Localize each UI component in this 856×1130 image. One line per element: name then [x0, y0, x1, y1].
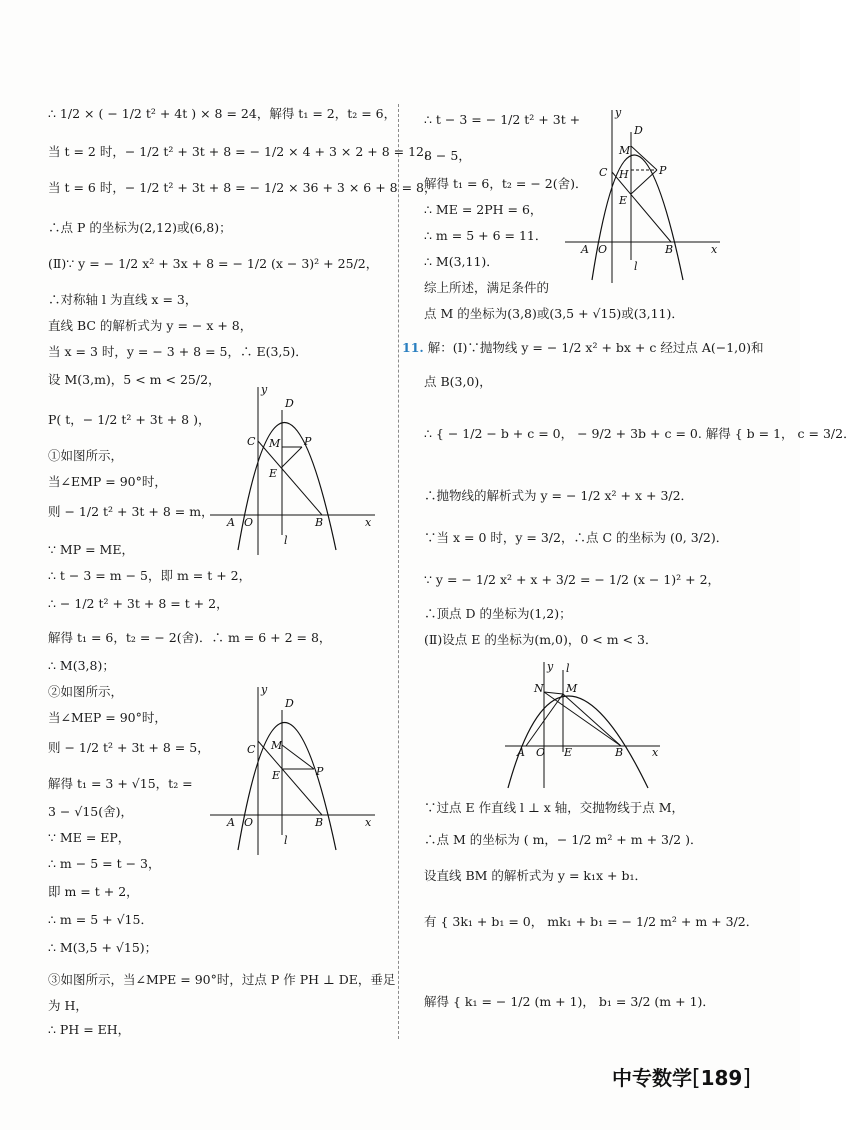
text-line: ∴ PH = EH， — [48, 1022, 131, 1037]
fig-label: A — [227, 816, 235, 829]
text-line: 当 t = 6 时，− 1/2 t² + 3t + 8 = − 1/2 × 36 + 3 × 6 + 8 = 8， — [48, 180, 437, 195]
text-line: 设直线 BM 的解析式为 y = k₁x + b₁． — [424, 868, 647, 883]
text-line: ∴点 P 的坐标为(2,12)或(6,8)； — [48, 220, 232, 235]
text-line: ∴ m = 5 + 6 = 11． — [424, 228, 548, 243]
text-line: 即 m = t + 2， — [48, 884, 139, 899]
book-title: 中专数学 — [612, 1066, 692, 1090]
fig-label: P — [659, 164, 667, 177]
text-line: 当 x = 3 时，y = − 3 + 8 = 5，∴ E(3,5)． — [48, 344, 308, 359]
parabola-figure-2 — [210, 685, 380, 860]
text-line: ∵ y = − 1/2 x² + x + 3/2 = − 1/2 (x − 1)² + 2， — [424, 572, 721, 587]
text-line: ∴ t − 3 = m − 5，即 m = t + 2， — [48, 568, 252, 583]
question-number: 11. — [402, 340, 424, 355]
text-line: 则 − 1/2 t² + 3t + 8 = 5， — [48, 740, 210, 755]
fig-label: x — [652, 746, 659, 759]
text-line: 当∠EMP = 90°时， — [48, 474, 167, 489]
fig-label: y — [547, 660, 554, 673]
text-line: ∴顶点 D 的坐标为(1,2)； — [424, 606, 572, 621]
text-line: ∴ m = 5 + √15． — [48, 912, 153, 927]
text-line: ①如图所示， — [48, 448, 124, 463]
text-line: ∴ M(3,11)． — [424, 254, 499, 269]
text-line: 为 H， — [48, 998, 88, 1013]
text-line: ∴点 M 的坐标为 ( m，− 1/2 m² + m + 3/2 )． — [424, 832, 703, 847]
text-line: ∴ 1/2 × ( − 1/2 t² + 4t ) × 8 = 24，解得 t₁ = 2，t₂ = 6， — [48, 106, 397, 121]
column-divider — [398, 104, 399, 1039]
fig-label: y — [261, 683, 268, 696]
fig-label: O — [536, 746, 546, 759]
fig-label: A — [517, 746, 525, 759]
page-bracket-close: ] — [742, 1066, 751, 1091]
fig-label: E — [272, 769, 281, 782]
text-line: ∴ M(3,8)； — [48, 658, 115, 673]
fig-label: C — [247, 743, 256, 756]
fig-label: D — [285, 397, 294, 410]
text-line: 解：(Ⅰ)∵抛物线 y = − 1/2 x² + bx + c 经过点 A(−1,0)和 — [427, 340, 764, 355]
fig-label: E — [269, 467, 278, 480]
text-line: ∵当 x = 0 时，y = 3/2，∴点 C 的坐标为 (0, 3/2)． — [424, 530, 729, 545]
text-line: P( t，− 1/2 t² + 3t + 8 )， — [48, 412, 211, 427]
fig-label: P — [304, 435, 312, 448]
fig-label: l — [634, 260, 638, 273]
page-footer — [612, 1062, 751, 1091]
fig-label: C — [599, 166, 608, 179]
fig-label: H — [619, 168, 629, 181]
question-11-line — [402, 340, 763, 356]
text-line: 8 − 5， — [424, 148, 471, 163]
text-line: 解得 t₁ = 6，t₂ = − 2(舍)． — [424, 176, 588, 191]
text-line: ∵ ME = EP， — [48, 830, 131, 845]
fig-label: A — [227, 516, 235, 529]
fig-label: O — [244, 816, 254, 829]
text-line: ∴ { − 1/2 − b + c = 0， − 9/2 + 3b + c = 0. 解得 { b = 1， c = 3/2． — [424, 426, 856, 441]
fig-label: C — [247, 435, 256, 448]
fig-label: y — [615, 106, 622, 119]
text-line: 解得 { k₁ = − 1/2 (m + 1)， b₁ = 3/2 (m + 1)． — [424, 994, 715, 1009]
text-line: ∵过点 E 作直线 l ⊥ x 轴，交抛物线于点 M， — [424, 800, 685, 815]
fig-label: l — [284, 534, 288, 547]
text-line: ∴ m − 5 = t − 3， — [48, 856, 161, 871]
text-line: ②如图所示， — [48, 684, 124, 699]
text-line: 3 − √15(舍)， — [48, 804, 133, 819]
text-line: 则 − 1/2 t² + 3t + 8 = m， — [48, 504, 214, 519]
fig-label: x — [365, 516, 372, 529]
fig-label: D — [634, 124, 643, 137]
page-number: 189 — [700, 1066, 743, 1090]
fig-label: B — [315, 516, 324, 529]
fig-label: E — [619, 194, 628, 207]
fig-label: P — [316, 765, 324, 778]
text-line: ∴ M(3,5 + √15)； — [48, 940, 158, 955]
text-line: ∴ t − 3 = − 1/2 t² + 3t + — [424, 112, 581, 127]
text-line: ∴ ME = 2PH = 6， — [424, 202, 543, 217]
fig-label: x — [711, 243, 718, 256]
text-line: 点 M 的坐标为(3,8)或(3,5 + √15)或(3,11)． — [424, 306, 684, 321]
text-line: 设 M(3,m)，5 < m < 25/2， — [48, 372, 221, 387]
parabola-figure-4 — [500, 660, 665, 795]
text-line: ∴ − 1/2 t² + 3t + 8 = t + 2， — [48, 596, 229, 611]
fig-label: O — [598, 243, 608, 256]
fig-label: M — [566, 682, 578, 695]
text-line: (Ⅱ)设点 E 的坐标为(m,0)，0 < m < 3． — [424, 632, 658, 647]
fig-label: l — [566, 662, 570, 675]
fig-label: B — [615, 746, 624, 759]
text-line: 解得 t₁ = 6，t₂ = − 2(舍)．∴ m = 6 + 2 = 8， — [48, 630, 332, 645]
text-line: 综上所述，满足条件的 — [424, 280, 550, 295]
text-line: 有 { 3k₁ + b₁ = 0， mk₁ + b₁ = − 1/2 m² + m + 3/2． — [424, 914, 759, 929]
text-line: ③如图所示，当∠MPE = 90°时，过点 P 作 PH ⊥ DE，垂足 — [48, 972, 396, 987]
text-line: ∴抛物线的解析式为 y = − 1/2 x² + x + 3/2． — [424, 488, 694, 503]
fig-label: M — [619, 144, 631, 157]
page-bracket-open: [ — [692, 1066, 701, 1091]
fig-label: D — [285, 697, 294, 710]
fig-label: E — [564, 746, 573, 759]
fig-label: M — [269, 437, 281, 450]
parabola-figure-3 — [565, 108, 725, 288]
fig-label: M — [271, 739, 283, 752]
text-line: 直线 BC 的解析式为 y = − x + 8， — [48, 318, 253, 333]
fig-label: N — [534, 682, 544, 695]
parabola-figure-1 — [210, 385, 380, 560]
text-line: 点 B(3,0)， — [424, 374, 492, 389]
fig-label: B — [665, 243, 674, 256]
fig-label: B — [315, 816, 324, 829]
text-line: 当 t = 2 时，− 1/2 t² + 3t + 8 = − 1/2 × 4 + 3 × 2 + 8 = 12， — [48, 144, 437, 159]
fig-label: y — [261, 383, 268, 396]
fig-label: x — [365, 816, 372, 829]
fig-label: O — [244, 516, 254, 529]
text-line: 解得 t₁ = 3 + √15，t₂ = — [48, 776, 193, 791]
text-line: 当∠MEP = 90°时， — [48, 710, 167, 725]
text-line: ∵ MP = ME， — [48, 542, 134, 557]
text-line: ∴对称轴 l 为直线 x = 3， — [48, 292, 198, 307]
fig-label: l — [284, 834, 288, 847]
text-line: (Ⅱ)∵ y = − 1/2 x² + 3x + 8 = − 1/2 (x − 3)² + 25/2， — [48, 256, 379, 271]
fig-label: A — [581, 243, 589, 256]
